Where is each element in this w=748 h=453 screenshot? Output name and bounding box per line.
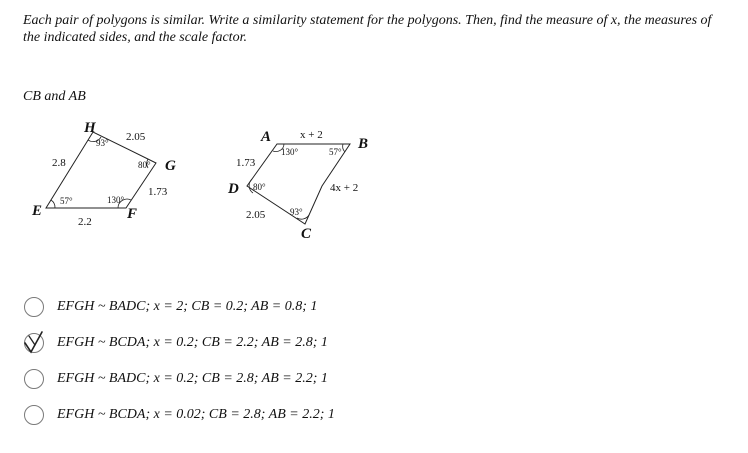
angle-label-b: 57° xyxy=(329,147,342,157)
vertex-label-b: B xyxy=(358,136,369,152)
answer-option-3[interactable] xyxy=(24,361,335,397)
radio-button[interactable] xyxy=(24,405,44,425)
radio-button[interactable] xyxy=(24,333,44,353)
answer-option-text: EFGH ~ BCDA; x = 0.02; CB = 2.8; AB = 2.2; 1 xyxy=(57,407,335,422)
answer-option-text: EFGH ~ BADC; x = 0.2; CB = 2.8; AB = 2.2; 1 xyxy=(57,371,328,386)
radio-button[interactable] xyxy=(24,369,44,389)
instructions: Each pair of polygons is similar. Write a similarity statement for the polygons. Then, find the measure of x, the measures of the indicated sides, and the scale factor. xyxy=(23,13,712,45)
vertex-label-c: C xyxy=(301,226,312,242)
side-label-ab: x + 2 xyxy=(300,129,323,141)
vertex-label-e: E xyxy=(32,203,43,219)
check-mark-icon xyxy=(22,330,48,358)
answer-option-text: EFGH ~ BADC; x = 2; CB = 0.2; AB = 0.8; 1 xyxy=(57,299,318,314)
answer-option-2[interactable] xyxy=(24,325,335,361)
side-label-eh: 2.8 xyxy=(52,157,66,169)
angle-label-h: 93° xyxy=(96,138,109,148)
angle-arc-b xyxy=(343,144,345,152)
angle-arc-e xyxy=(51,200,55,208)
vertex-label-f: F xyxy=(127,206,138,222)
vertex-label-g: G xyxy=(165,158,176,174)
side-label-bc: 4x + 2 xyxy=(330,182,359,194)
answer-option-text: EFGH ~ BCDA; x = 0.2; CB = 2.2; AB = 2.8; 1 xyxy=(57,335,328,350)
angle-label-g: 80° xyxy=(138,160,151,170)
side-label-ef: 2.2 xyxy=(78,216,92,228)
answer-option-4[interactable] xyxy=(24,397,335,433)
answer-options xyxy=(24,289,335,433)
side-label-gf: 1.73 xyxy=(148,186,168,198)
radio-button[interactable] xyxy=(24,297,44,317)
vertex-label-d: D xyxy=(228,181,239,197)
side-label-da: 1.73 xyxy=(236,157,256,169)
vertex-label-h: H xyxy=(84,120,96,136)
side-label-hg: 2.05 xyxy=(126,131,146,143)
answer-option-1[interactable] xyxy=(24,289,335,325)
angle-label-c: 93° xyxy=(290,207,303,217)
part-label: CB and AB xyxy=(23,89,86,104)
side-label-dc: 2.05 xyxy=(246,209,266,221)
angle-label-d: 80° xyxy=(253,182,266,192)
vertex-label-a: A xyxy=(261,129,272,145)
angle-label-f: 130° xyxy=(107,195,125,205)
angle-label-a: 130° xyxy=(281,147,299,157)
angle-label-e: 57° xyxy=(60,196,73,206)
